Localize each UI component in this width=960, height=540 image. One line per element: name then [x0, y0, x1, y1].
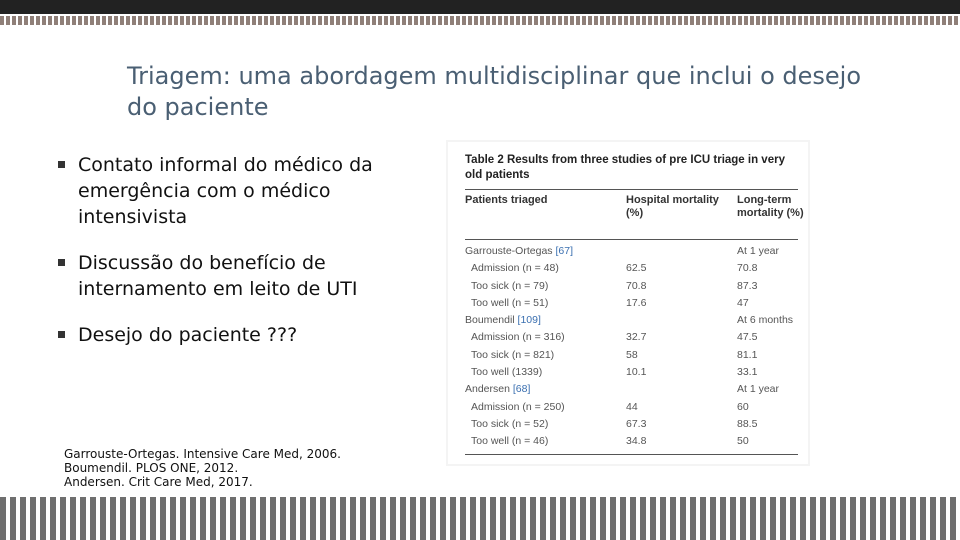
bullet-item [58, 152, 398, 230]
bullet-item [58, 322, 398, 348]
bullet-text: Desejo do paciente ??? [78, 324, 298, 346]
cell-hospital-mortality: 10.1 [626, 366, 647, 379]
cell-patients-text: Too well (1339) [471, 366, 543, 379]
bottom-decor-stripe [0, 497, 960, 540]
cell-patients [471, 433, 548, 450]
cell-patients [471, 278, 548, 295]
cell-patients-text: Too sick (n = 52) [471, 417, 549, 430]
top-decor-bar [0, 0, 960, 14]
table-row [465, 260, 798, 277]
cell-patients [471, 329, 565, 346]
table-caption [465, 153, 805, 183]
table-row [465, 312, 798, 329]
cell-patients [471, 416, 548, 433]
table-row [465, 295, 798, 312]
cell-hospital-mortality: 67.3 [626, 417, 647, 430]
cell-patients [465, 381, 530, 398]
cell-patients [471, 347, 554, 364]
cell-patients [471, 364, 542, 381]
cell-hospital-mortality: 44 [626, 400, 638, 413]
cell-longterm-mortality: 87.3 [737, 279, 758, 292]
cell-patients-text: Too well (n = 51) [471, 296, 549, 309]
table-row [465, 329, 798, 346]
slide-title: Triagem: uma abordagem multidisciplinar que inclui o desejo do paciente [127, 62, 862, 121]
table-top-rule [465, 189, 798, 190]
col-header-hospital-mortality: Hospital mortality (%) [626, 194, 719, 219]
bullet-list [58, 152, 398, 368]
citation-link: [109] [517, 314, 541, 327]
citation-link: [68] [512, 383, 531, 396]
col-header-patients: Patients triaged [465, 194, 548, 206]
cell-longterm-mortality: 50 [737, 435, 749, 448]
cell-longterm-mortality: 88.5 [737, 417, 758, 430]
citation-link: [67] [555, 245, 573, 257]
results-table-figure [448, 142, 808, 464]
cell-patients [471, 295, 548, 312]
reference-line: Garrouste-Ortegas. Intensive Care Med, 2006. [64, 447, 341, 461]
cell-longterm-mortality: At 1 year [737, 383, 780, 396]
cell-patients-text: Too sick (n = 79) [471, 279, 549, 292]
table-caption-label: Table 2 [465, 154, 504, 166]
table-row [465, 399, 798, 416]
table-body [465, 243, 798, 451]
cell-hospital-mortality: 17.6 [626, 296, 647, 309]
cell-patients [471, 260, 559, 277]
bullet-text: Contato informal do médico da emergência com o médico intensivista [78, 154, 373, 228]
table-header-rule [465, 239, 798, 240]
cell-longterm-mortality: 70.8 [737, 262, 758, 275]
cell-longterm-mortality: 47.5 [737, 331, 758, 344]
col-header-longterm-mortality: Long-term mortality (%) [737, 194, 804, 219]
cell-patients [471, 399, 565, 416]
cell-hospital-mortality: 32.7 [626, 331, 647, 344]
cell-patients-text: Too sick (n = 821) [471, 348, 555, 361]
cell-patients-text: Garrouste-Ortegas [465, 245, 553, 257]
cell-patients [465, 312, 541, 329]
table-bottom-rule [465, 454, 798, 455]
table-caption-text: Results from three studies of pre ICU triage in very old patients [465, 154, 785, 181]
cell-longterm-mortality: 60 [737, 400, 749, 413]
table-row [465, 433, 798, 450]
cell-hospital-mortality: 58 [626, 348, 638, 361]
cell-longterm-mortality: 81.1 [737, 348, 758, 361]
bullet-square-icon [58, 259, 65, 266]
bullet-text: Discussão do benefício de internamento em leito de UTI [78, 252, 358, 300]
table-row [465, 364, 798, 381]
cell-longterm-mortality: 33.1 [737, 366, 758, 379]
cell-patients-text: Admission (n = 48) [471, 262, 559, 275]
table-row [465, 416, 798, 433]
cell-patients-text: Too well (n = 46) [471, 435, 549, 448]
table-row [465, 381, 798, 398]
reference-line: Andersen. Crit Care Med, 2017. [64, 475, 253, 489]
references [64, 447, 404, 489]
top-decor-stripe [0, 16, 960, 25]
cell-hospital-mortality: 62.5 [626, 262, 647, 275]
cell-hospital-mortality: 70.8 [626, 279, 647, 292]
cell-longterm-mortality: 47 [737, 296, 749, 309]
reference-line: Boumendil. PLOS ONE, 2012. [64, 461, 239, 475]
cell-patients [465, 243, 573, 260]
cell-hospital-mortality: 34.8 [626, 435, 647, 448]
cell-longterm-mortality: At 1 year [737, 245, 780, 257]
cell-longterm-mortality: At 6 months [737, 314, 794, 327]
table-row [465, 347, 798, 364]
bullet-item [58, 250, 398, 302]
table-row [465, 243, 798, 260]
bullet-square-icon [58, 161, 65, 168]
table-row [465, 278, 798, 295]
bullet-square-icon [58, 331, 65, 338]
cell-patients-text: Admission (n = 316) [471, 331, 565, 344]
cell-patients-text: Boumendil [465, 314, 515, 327]
cell-patients-text: Andersen [465, 383, 510, 396]
cell-patients-text: Admission (n = 250) [471, 400, 565, 413]
